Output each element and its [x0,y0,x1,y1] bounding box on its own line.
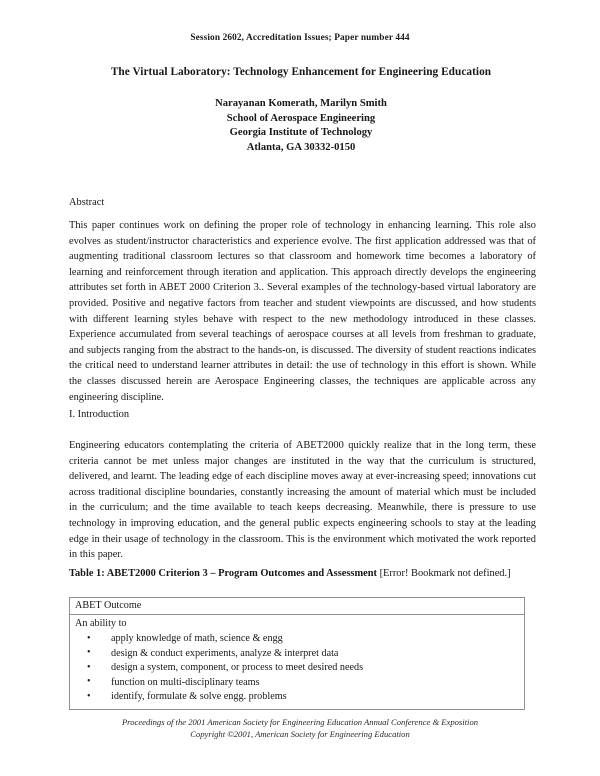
page-footer [0,716,600,741]
author-block [68,97,534,155]
outcome-lead-in: An ability to [75,618,127,630]
abet-outcome-table [69,597,525,710]
abstract-heading: Abstract [69,197,105,208]
author-institution: Georgia Institute of Technology [229,127,373,139]
list-item [75,690,524,705]
list-item-label: function on multi-disciplinary teams [111,676,260,688]
page-title: The Virtual Laboratory: Technology Enhancement for Engineering Education [110,66,492,78]
footer-line-proceedings: Proceedings of the 2001 American Society for Engineering Education Annual Conference & Exposition [121,717,479,727]
running-head: Session 2602, Accreditation Issues; Paper number 444 [190,33,410,43]
table-cell-outcomes [70,615,525,710]
list-item-label: identify, formulate & solve engg. problems [111,691,287,703]
table-header-row [70,598,525,615]
bullet-icon: • [87,632,91,644]
list-item-label: design & conduct experiments, analyze & interpret data [111,647,339,659]
list-item [75,647,524,662]
introduction-heading: I. Introduction [69,409,130,420]
table-column-header-abet-outcome: ABET Outcome [70,598,525,615]
bullet-icon: • [87,690,91,702]
table-row [70,615,525,710]
bullet-icon: • [87,647,91,659]
abstract-paragraph: This paper continues work on defining the proper role of technology in enhancing learning. This role also evolves as student/instructor characteristics and experience evolve. The first application addressed was that of augmenting traditional classroom lectures so that classroom and homework time becomes a laboratory of learning and reinforcement through iteration and application. This approach directly develops the engineering attributes set forth in ABET 2000 Criterion 3.. Several examples of the technology-based virtual laboratory are provided. Positive and negative factors from teacher and student viewpoints are discussed, and how students with different learning styles behave with respect to the new methodology introduced in these classes. Experience accumulated from several teachings of aerospace courses at all levels from freshman to graduate, and subjects ranging from the abstract to the hands-on, is discussed. The diversity of student reactions indicates the critical need to understand learner attributes in detail: the use of technology in this effort is shown. While the classes discussed herein are Aerospace Engineering classes, the techniques are applicable across any engineering discipline. [69,220,536,403]
author-address: Atlanta, GA 30332-0150 [246,141,356,153]
bullet-icon: • [87,661,91,673]
table-caption [69,567,536,581]
outcome-list [75,632,524,705]
list-item-label: design a system, component, or process to meet desired needs [111,662,364,674]
list-item-label: apply knowledge of math, science & engg [111,633,283,644]
table-caption-label: Table 1: ABET2000 Criterion 3 – Program Outcomes and Assessment [69,568,377,579]
list-item [75,661,524,676]
introduction-paragraph: Engineering educators contemplating the criteria of ABET2000 quickly realize that in the long term, these criteria cannot be met unless major changes are instituted in the way that the curriculum is structured, delivered, and learnt. The leading edge of each discipline moves away at ever-increasing speed; innovations cut across traditional discipline boundaries, constantly increasing the amount of material which must be included in the curriculum; and the time available to teach keeps decreasing. Meanwhile, there is pressure to use technology in improving education, and the general public expects engineering schools to stay at the leading edge in their usage of technology in the classroom. This is the environment which motivated the work reported in this paper. [69,440,536,561]
author-names: Narayanan Komerath, Marilyn Smith [215,98,387,109]
author-department: School of Aerospace Engineering [226,112,376,124]
footer-line-copyright: Copyright ©2001, American Society for Engineering Education [190,729,410,740]
table-caption-error: [Error! Bookmark not defined.] [376,568,511,579]
list-item [75,632,524,647]
bullet-icon: • [87,676,91,688]
list-item [75,676,524,691]
